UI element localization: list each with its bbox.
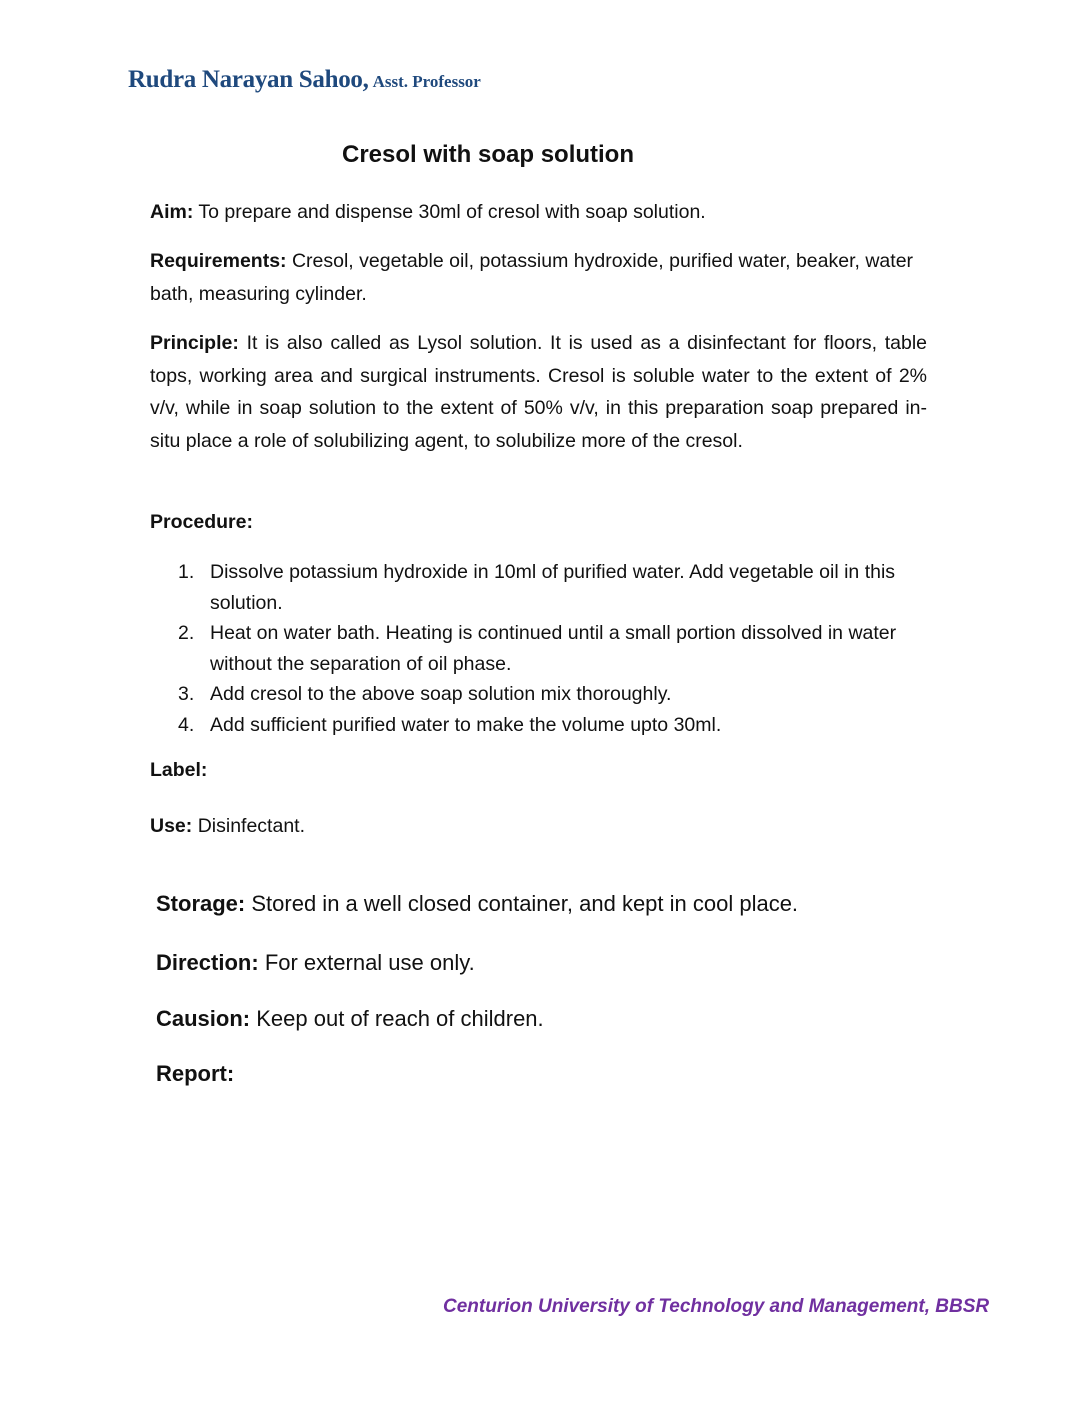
page-footer: Centurion University of Technology and Management, BBSR: [443, 1296, 990, 1317]
step-text: Add cresol to the above soap solution mix thoroughly.: [210, 683, 672, 705]
procedure-heading: [150, 506, 927, 539]
step-number: 2.: [178, 622, 195, 644]
direction-section: [156, 950, 475, 976]
direction-text: For external use only.: [264, 950, 475, 975]
storage-label: Storage:: [156, 891, 246, 916]
step-text: Heat on water bath. Heating is continued until a small portion dissolved in water without the separation of oil phase.: [210, 622, 897, 675]
principle-label: Principle:: [150, 332, 239, 354]
principle-section: [150, 327, 927, 457]
step-number: 1.: [178, 561, 195, 583]
procedure-list: [178, 557, 918, 740]
author-name: Rudra Narayan Sahoo,: [128, 66, 369, 93]
step-number: 3.: [178, 683, 195, 705]
procedure-step: [178, 679, 918, 710]
requirements-text: Cresol, vegetable oil, potassium hydroxide, purified water, beaker, water bath, measuring cylinder.: [150, 250, 914, 305]
label-section: [150, 754, 927, 787]
label-label: Label:: [150, 759, 208, 781]
report-section: [156, 1061, 234, 1087]
direction-label: Direction:: [156, 950, 259, 975]
procedure-label: Procedure:: [150, 511, 253, 533]
step-number: 4.: [178, 713, 195, 736]
use-label: Use:: [150, 815, 193, 837]
causion-text: Keep out of reach of children.: [256, 1006, 544, 1031]
storage-section: [156, 891, 798, 917]
procedure-step: [178, 618, 918, 679]
requirements-label: Requirements:: [150, 250, 287, 272]
requirements-section: [150, 245, 927, 310]
aim-label: Aim:: [150, 201, 194, 223]
aim-text: To prepare and dispense 30ml of cresol with soap solution.: [198, 201, 706, 223]
aim-section: [150, 196, 927, 229]
use-section: [150, 810, 927, 843]
procedure-step: [178, 557, 918, 618]
document-title: Cresol with soap solution: [341, 141, 635, 168]
author-role: Asst. Professor: [372, 72, 481, 91]
step-text: Add sufficient purified water to make the volume upto 30ml.: [210, 713, 722, 736]
use-text: Disinfectant.: [197, 815, 306, 837]
causion-section: [156, 1006, 544, 1032]
procedure-step: [178, 710, 918, 741]
step-text: Dissolve potassium hydroxide in 10ml of purified water. Add vegetable oil in this solution.: [210, 561, 896, 614]
report-label: Report:: [156, 1061, 235, 1086]
storage-text: Stored in a well closed container, and kept in cool place.: [251, 891, 799, 916]
principle-text: It is also called as Lysol solution. It is used as a disinfectant for floors, table tops, working area and surgical instruments. Cresol is soluble water to the extent of 2% v/v, while in soap solution to the extent of 50% v/v, in this preparation soap prepared in-situ place a role of solubilizing agent, to solubilize more of the cresol.: [150, 332, 928, 452]
page-header: [128, 66, 481, 94]
causion-label: Causion:: [156, 1006, 251, 1031]
